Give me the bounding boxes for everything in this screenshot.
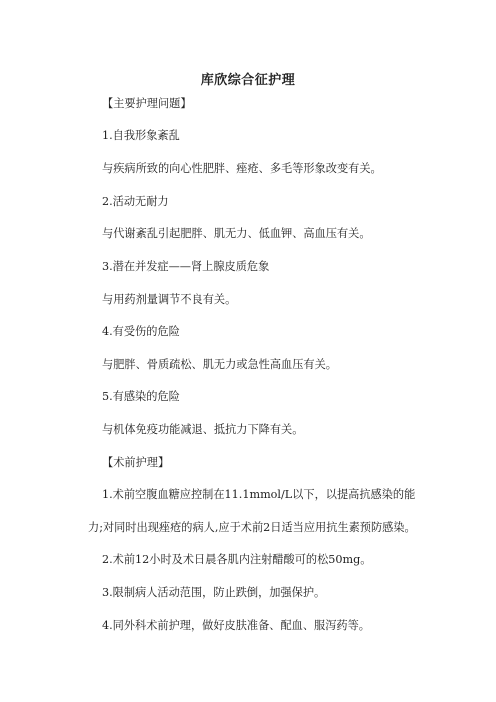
problem-4-text: 与肥胖、骨质疏松、肌无力或急性高血压有关。 bbox=[102, 358, 337, 371]
document-title: 库欣综合征护理 bbox=[200, 73, 296, 88]
preop-item-1-line-1: 1.术前空腹血糖应控制在11.1mmol/L以下，以提高抗感染的能 bbox=[102, 488, 416, 501]
section-heading-preop-care: 【术前护理】 bbox=[102, 456, 170, 469]
problem-1-text: 与疾病所致的向心性肥胖、痤疮、多毛等形象改变有关。 bbox=[102, 162, 382, 175]
problem-2-text: 与代谢紊乱引起肥胖、肌无力、低血钾、高血压有关。 bbox=[102, 227, 371, 240]
preop-item-4: 4.同外科术前护理，做好皮肤准备、配血、服泻药等。 bbox=[102, 619, 370, 632]
problem-3-heading: 3.潜在并发症——肾上腺皮质危象 bbox=[102, 260, 270, 273]
problem-5-heading: 5.有感染的危险 bbox=[102, 390, 180, 403]
problem-5-text: 与机体免疫功能减退、抵抗力下降有关。 bbox=[102, 423, 304, 436]
preop-item-3: 3.限制病人活动范围，防止跌倒，加强保护。 bbox=[102, 586, 326, 599]
problem-3-text: 与用药剂量调节不良有关。 bbox=[102, 293, 237, 306]
problem-1-heading: 1.自我形象紊乱 bbox=[102, 129, 180, 142]
problem-4-heading: 4.有受伤的危险 bbox=[102, 325, 180, 338]
preop-item-1-line-2: 力;对同时出现痤疮的病人,应于术前2日适当应用抗生素预防感染。 bbox=[88, 521, 416, 534]
section-heading-main-problems: 【主要护理问题】 bbox=[102, 97, 192, 110]
problem-2-heading: 2.活动无耐力 bbox=[102, 195, 169, 208]
preop-item-2: 2.术前12小时及术日晨各肌内注射醋酸可的松50mg。 bbox=[102, 553, 372, 566]
